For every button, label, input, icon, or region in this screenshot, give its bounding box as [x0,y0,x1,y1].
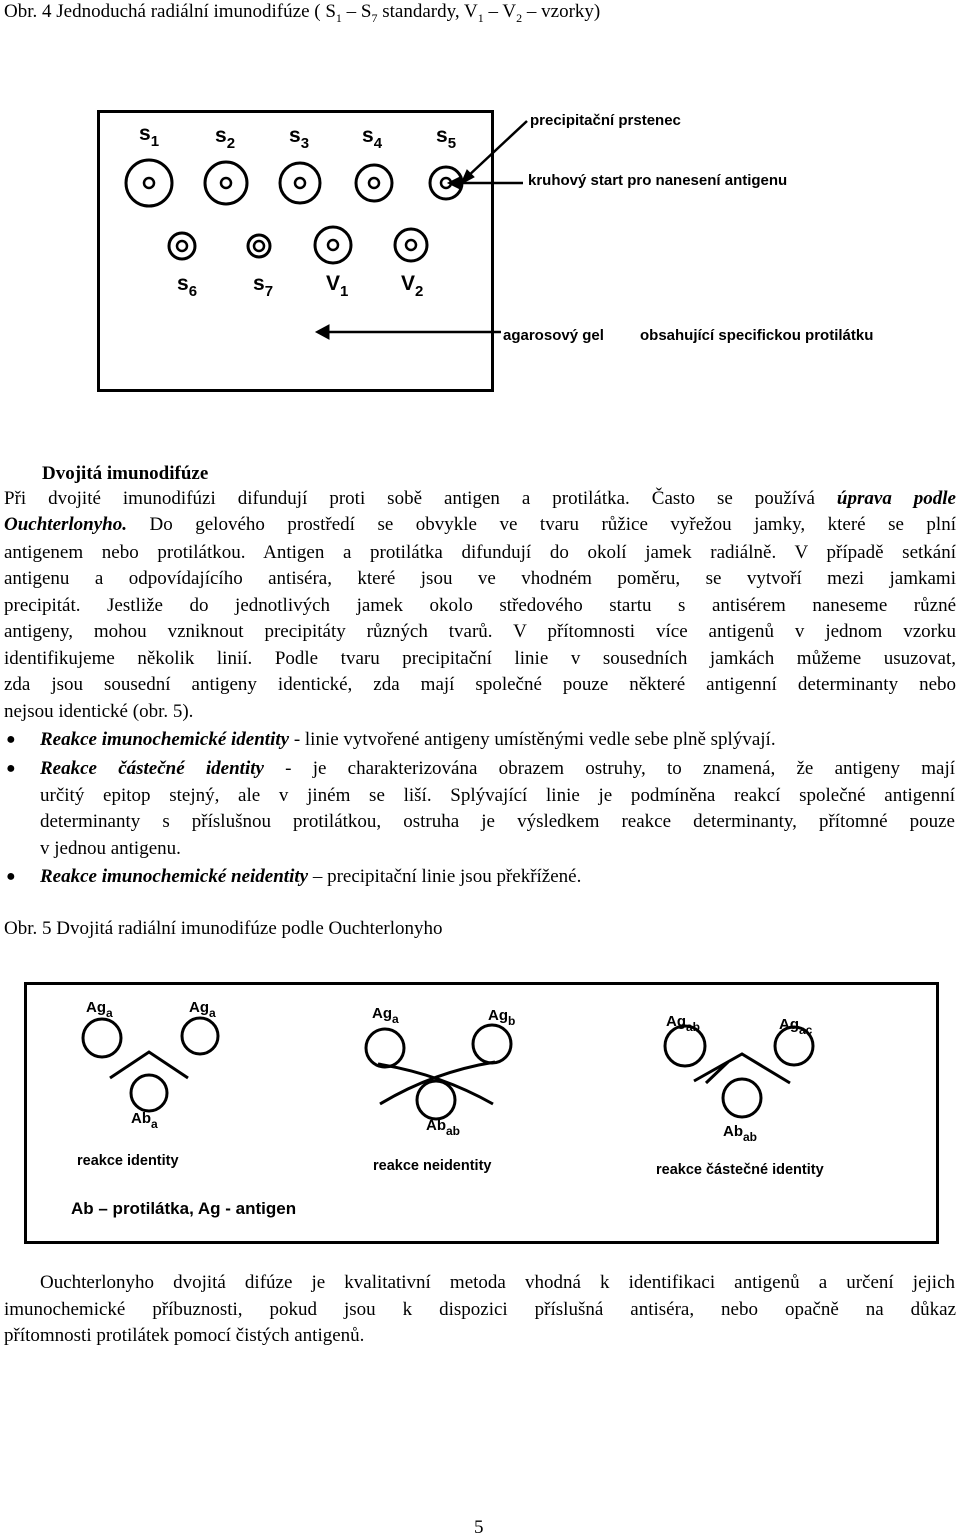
panel3-reaction-label: reakce částečné identity [656,1162,824,1178]
panel1-ab-label: $Ab_a$ [131,1110,158,1131]
bullet-item: Reakce imunochemické neidentity – precipitační linie jsou překřížené. [40,866,582,887]
well-label-s4: $s_4$ [362,124,383,152]
paragraph-line: Při dvojité imunodifúzi difundují proti sobě antigen a protilátka. Často se používá úprava podle [4,488,956,509]
well-label-v1: $V_1$ [326,272,349,300]
well-label-v2: $V_2$ [401,272,424,300]
well-label-s6: $s_6$ [177,272,198,300]
closing-line: Ouchterlonyho dvojitá difúze je kvalitativní metoda vhodná k identifikaci antigenů a určení jejich [40,1272,955,1293]
bullet-dot: ● [6,760,16,777]
panel3-ab-label: $Ab_{ab}$ [723,1123,758,1144]
page-number: 5 [474,1517,484,1538]
paragraph-line: antigenem nebo protilátkou. Antigen a protilátka difundují do okolí jamek radiálně. V případě setkání [4,542,956,563]
panel1-ag-right-label: $Ag_a$ [189,999,216,1020]
paragraph-line: nejsou identické (obr. 5). [4,701,194,722]
label-circular-start: kruhový start pro nanesení antigenu [528,172,788,189]
paragraph-line: antigenu a odpovídajícího antiséra, které jsou ve vhodném poměru, se vytvoří mezi jamkami [4,568,956,589]
bullet-continuation: determinanty s příslušnou protilátkou, ostruha je výsledkem reakce determinanty, přítomné pouze [40,811,955,832]
paragraph-line: antigeny, mohou vzniknout precipitáty různých tvarů. V přítomnosti více antigenů v jednom vzorku [4,621,956,642]
caption-prefix: Obr. 4 Jednoduchá radiální imunodifúze ( S [4,1,336,22]
panel1-wells [83,1018,218,1111]
bullet-dot: ● [6,731,16,748]
paragraph-line: precipitát. Jestliže do jednotlivých jamek okolo středového startu s antisérem naneseme různé [4,595,956,616]
section-heading: Dvojitá imunodifúze [42,463,209,484]
paragraph-line: Ouchterlonyho. Do gelového prostředí se obvykle ve tvaru růžice vyřežou jamky, které se plní [4,514,956,535]
well-label-s2: $s_2$ [215,124,236,152]
caption-mid: standardy, V [377,1,478,22]
caption-sub: 1 [477,10,484,25]
paragraph-line: identifikujeme několik linií. Podle tvaru precipitační linie v sousedních jamkách můžeme usuzovat, [4,648,956,669]
well-label-s7: $s_7$ [253,272,274,300]
bullet-dot: ● [6,868,16,885]
panel2-ab-label: $Ab_{ab}$ [426,1117,461,1138]
well-label-s1: $s_1$ [139,122,160,150]
well-label-s5: $s_5$ [436,124,457,152]
figure5-caption: Obr. 5 Dvojitá radiální imunodifúze podle Ouchterlonyho [4,918,443,939]
caption-end: – vzorky) [522,1,601,22]
bullet-continuation: v jednou antigenu. [40,838,181,859]
label-precipitation-ring: precipitační prstenec [530,112,681,129]
caption-dash: – V [483,1,517,22]
label-agarose-gel: agarosový gel [503,327,604,344]
figure5-legend: Ab – protilátka, Ag - antigen [71,1199,297,1218]
panel2-wells [366,1025,511,1119]
panel1-reaction-label: reakce identity [77,1153,179,1169]
closing-line: přítomnosti protilátek pomocí čistých antigenů. [4,1325,365,1346]
caption-sub: 7 [371,10,378,25]
caption-dash: – S [341,1,372,22]
panel3-ag-right-label: $Ag_{ac}$ [779,1016,813,1037]
bullet-continuation: určitý epitop stejný, ale v jiném se liší. Splývající linie je podmíněna reakcí společné antigenní [40,785,955,806]
paragraph-line: zda jsou sousední antigeny identické, zda mají společné pouze některé antigenní determinanty nebo [4,674,956,695]
caption-sub: 2 [516,10,523,25]
panel2-reaction-label: reakce neidentity [373,1158,492,1174]
closing-line: imunochemické příbuznosti, pokud jsou k dispozici příslušná antiséra, nebo opačně na důkaz [4,1299,956,1320]
panel3-ag-left-label: $Ag_{ab}$ [666,1013,701,1034]
well-label-s3: $s_3$ [289,124,310,152]
label-gel-antibody: obsahující specifickou protilátku [640,327,874,344]
bullet-item: Reakce částečné identity - je charakterizována obrazem ostruhy, to znamená, že antigeny mají [40,758,955,779]
panel2-ag-left-label: $Ag_a$ [372,1005,399,1026]
caption-sub: 1 [335,10,342,25]
panel1-ag-left-label: $Ag_a$ [86,999,113,1020]
bullet-item: Reakce imunochemické identity - linie vytvořené antigeny umístěnými vedle sebe plně splývají. [40,729,776,750]
panel2-ag-right-label: $Ag_b$ [488,1007,516,1028]
panel2-line-a [378,1064,493,1104]
panel3-wells [665,1026,813,1117]
